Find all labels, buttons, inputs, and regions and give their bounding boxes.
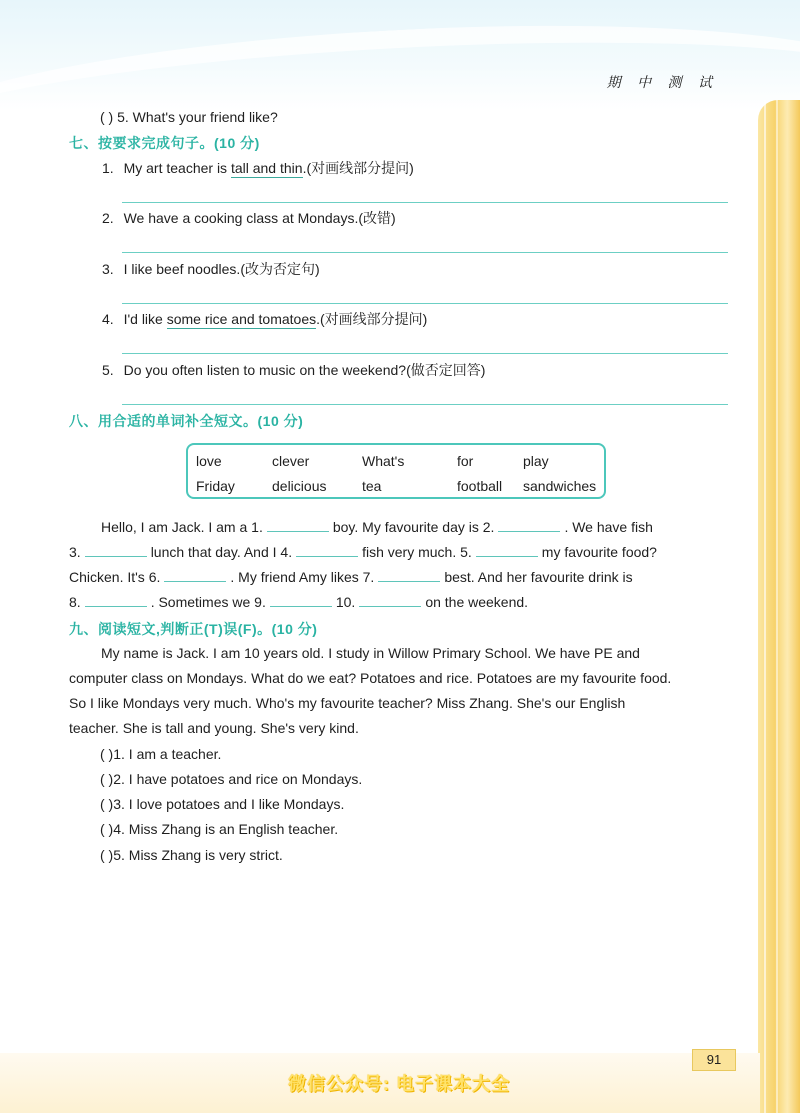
tf-statement: 4. Miss Zhang is an English teacher. (113, 821, 339, 837)
item-instruction: (改错) (358, 210, 396, 226)
item-number: 3. (102, 261, 114, 277)
passage-text: 3. (69, 544, 81, 560)
answer-line-2[interactable] (122, 252, 728, 253)
tf-item-3 (100, 794, 344, 814)
s7-item-3 (102, 259, 320, 279)
reading-line-4: teacher. She is tall and young. She's very kind. (69, 720, 359, 736)
answer-paren[interactable]: ( ) (100, 771, 114, 787)
cloze-line-2 (69, 542, 657, 562)
blank-3[interactable] (85, 542, 147, 557)
passage-text: lunch that day. And I 4. (150, 544, 293, 560)
blank-5[interactable] (476, 542, 538, 557)
word-bank-word: football (457, 478, 503, 494)
blank-1[interactable] (267, 517, 329, 532)
item-text: Do you often listen to music on the weekend? (123, 362, 407, 378)
item-number: 5. (102, 362, 114, 378)
passage-text: on the weekend. (425, 594, 529, 610)
passage-text: Chicken. It's 6. (69, 569, 161, 585)
blank-8[interactable] (85, 592, 147, 607)
reading-line-1: My name is Jack. I am 10 years old. I study in Willow Primary School. We have PE and (101, 645, 640, 661)
item-instruction: (做否定回答) (406, 362, 486, 378)
answer-line-3[interactable] (122, 303, 728, 304)
answer-paren[interactable]: ( ) (100, 796, 114, 812)
s7-item-4 (102, 309, 427, 329)
passage-text: . Sometimes we 9. (150, 594, 266, 610)
passage-text: . We have fish (564, 519, 653, 535)
passage-text: . My friend Amy likes 7. (230, 569, 375, 585)
tf-item-4 (100, 819, 338, 839)
word-bank-word: play (523, 453, 549, 469)
answer-paren[interactable]: ( ) (100, 109, 114, 125)
word-bank-word: love (196, 453, 222, 469)
word-bank-word: clever (272, 453, 310, 469)
blank-9[interactable] (270, 592, 332, 607)
passage-text: boy. My favourite day is 2. (332, 519, 495, 535)
answer-paren[interactable]: ( ) (100, 746, 114, 762)
blank-4[interactable] (296, 542, 358, 557)
s7-item-5 (102, 360, 485, 380)
section-7-title: 七、按要求完成句子。(10 分) (69, 135, 260, 151)
word-bank-word: for (457, 453, 474, 469)
reading-line-3: So I like Mondays very much. Who's my favourite teacher? Miss Zhang. She's our English (69, 695, 626, 711)
item-text-end: . (302, 160, 307, 176)
passage-text: 8. (69, 594, 81, 610)
passage-text: Hello, I am Jack. I am a 1. (101, 519, 263, 535)
word-bank-word: Friday (196, 478, 235, 494)
blank-10[interactable] (359, 592, 421, 607)
page-edge-stack (758, 100, 800, 1113)
answer-paren[interactable]: ( ) (100, 821, 114, 837)
tf-item-2 (100, 769, 362, 789)
section-9-title: 九、阅读短文,判断正(T)误(F)。(10 分) (69, 621, 318, 637)
blank-7[interactable] (378, 567, 440, 582)
item-instruction: (对画线部分提问) (320, 311, 428, 327)
answer-paren[interactable]: ( ) (100, 847, 114, 863)
tf-statement: 1. I am a teacher. (113, 746, 222, 762)
item-text: We have a cooking class at Mondays. (123, 210, 359, 226)
word-bank-word: tea (362, 478, 382, 494)
cloze-line-1 (101, 517, 653, 537)
cloze-line-4 (69, 592, 528, 612)
s7-item-1 (102, 158, 414, 178)
prev-question (100, 107, 278, 127)
item-number: 2. (102, 210, 114, 226)
tf-item-5 (100, 845, 283, 865)
s7-item-2 (102, 208, 396, 228)
section-8-title: 八、用合适的单词补全短文。(10 分) (69, 413, 304, 429)
item-text: I'd like (123, 311, 167, 327)
item-text: My art teacher is (123, 160, 231, 176)
item-number: 4. (102, 311, 114, 327)
page-number: 91 (692, 1049, 736, 1071)
passage-text: best. And her favourite drink is (444, 569, 633, 585)
item-instruction: (对画线部分提问) (306, 160, 414, 176)
blank-6[interactable] (164, 567, 226, 582)
underlined-phrase: tall and thin (230, 160, 303, 176)
item-instruction: (改为否定句) (240, 261, 320, 277)
underlined-phrase: some rice and tomatoes (166, 311, 317, 327)
answer-line-5[interactable] (122, 404, 728, 405)
watermark-text: 微信公众号: 电子课本大全 (288, 1074, 510, 1094)
cloze-line-3 (69, 567, 633, 587)
item-text-end: . (316, 311, 321, 327)
question-text: 5. What's your friend like? (117, 109, 278, 125)
tf-item-1 (100, 744, 221, 764)
word-bank-word: What's (362, 453, 405, 469)
page-header-title: 期 中 测 试 (606, 75, 718, 91)
passage-text: my favourite food? (541, 544, 657, 560)
item-number: 1. (102, 160, 114, 176)
tf-statement: 3. I love potatoes and I like Mondays. (113, 796, 345, 812)
tf-statement: 5. Miss Zhang is very strict. (113, 847, 283, 863)
answer-line-4[interactable] (122, 353, 728, 354)
passage-text: 10. (335, 594, 356, 610)
answer-line-1[interactable] (122, 202, 728, 203)
passage-text: fish very much. 5. (362, 544, 472, 560)
word-bank-word: sandwiches (523, 478, 597, 494)
word-bank-word: delicious (272, 478, 327, 494)
blank-2[interactable] (498, 517, 560, 532)
reading-line-2: computer class on Mondays. What do we eat? Potatoes and rice. Potatoes are my favourite food. (69, 670, 672, 686)
tf-statement: 2. I have potatoes and rice on Mondays. (113, 771, 363, 787)
item-text: I like beef noodles. (123, 261, 241, 277)
